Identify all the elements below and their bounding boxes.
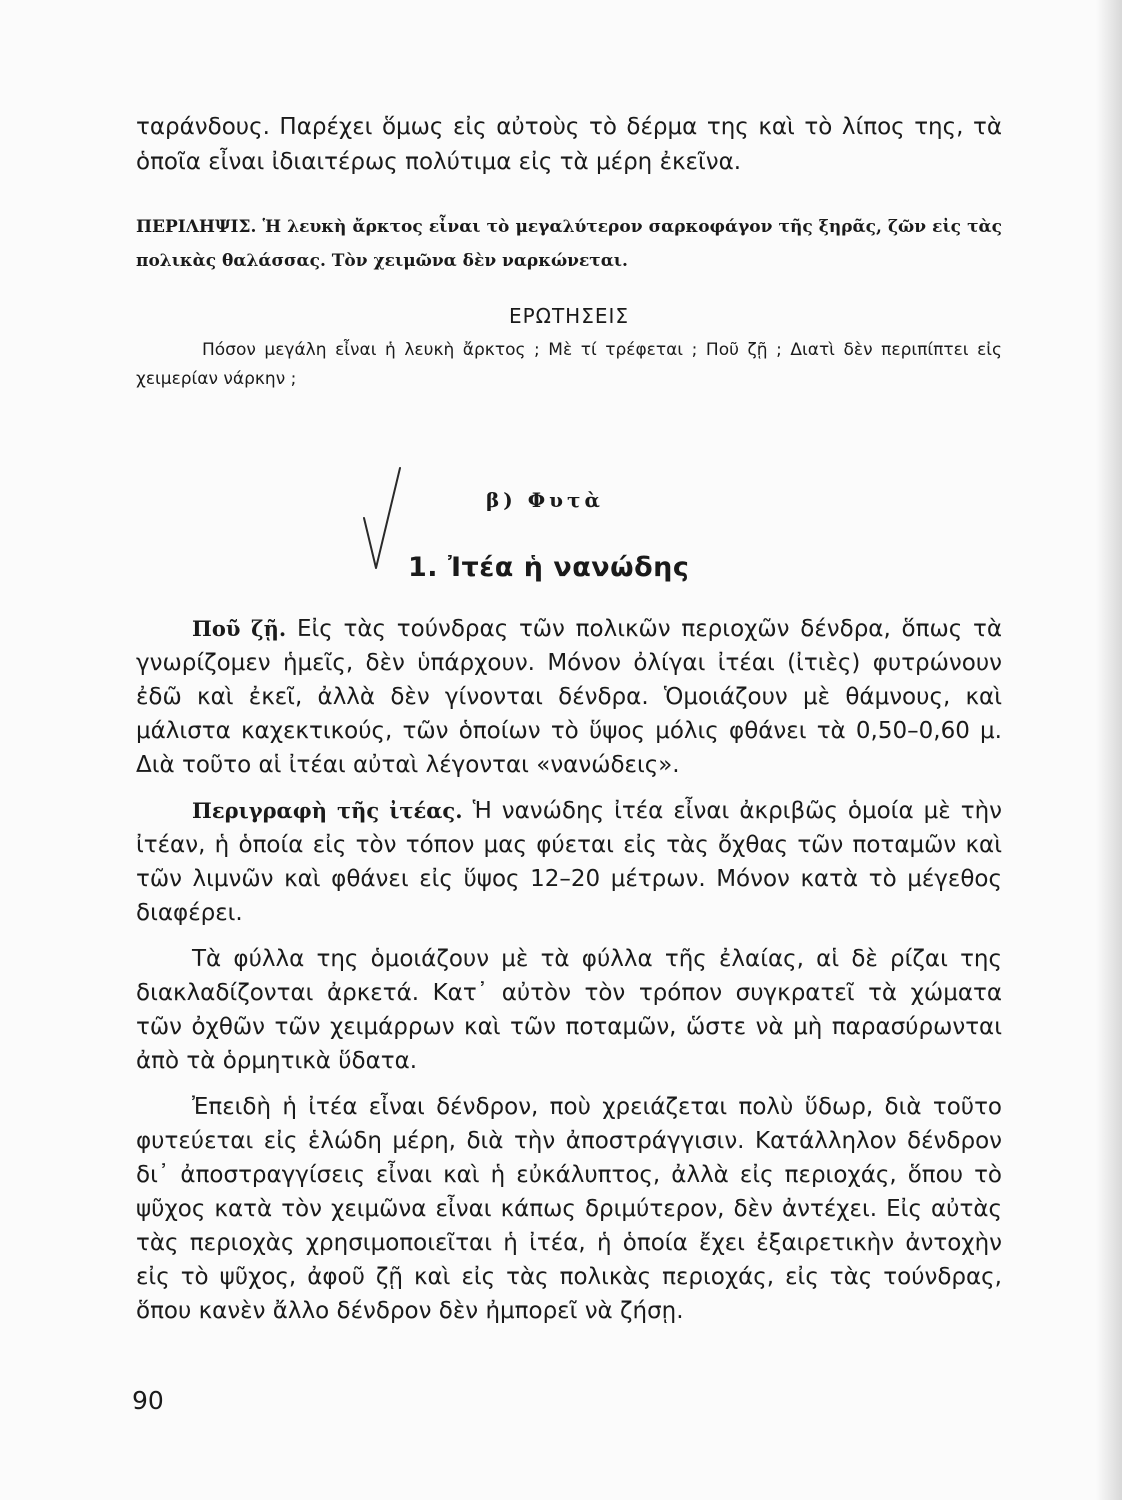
paragraph-where-it-lives [136, 612, 1002, 782]
paragraph-text: Εἰς τὰς τούνδρας τῶν πολικῶν περιοχῶν δένδρα, ὅπως τὰ γνωρίζομεν ἡμεῖς, δὲν ὑπάρχουν. Μόνον ὀλίγαι ἰτέαι (ἰτιὲς) φυτρώνουν ἐδῶ καὶ ἐκεῖ, ἀλλὰ δὲν γίνονται δένδρα. Ὁμοιάζουν μὲ θάμνους, καὶ μάλιστα καχεκτικούς, τῶν ὁποίων τὸ ὕψος μόλις φθάνει τὰ 0,50–0,60 μ. Διὰ τοῦτο αἱ ἰτέαι αὐταὶ λέγονται «νανώδεις». [136, 616, 1002, 778]
page-number: 90 [132, 1386, 164, 1415]
chapter-title: 1. Ἰτέα ἡ νανώδης [408, 552, 690, 583]
paragraph-uses [136, 1090, 1002, 1328]
summary-text: Ἡ λευκὴ ἄρκτος εἶναι τὸ μεγαλύτερον σαρκοφάγον τῆς ξηρᾶς, ζῶν εἰς τὰς πολικὰς θαλάσσας. Τὸν χειμῶνα δὲν ναρκώνεται. [136, 217, 1002, 271]
questions-text: Πόσον μεγάλη εἶναι ἡ λευκὴ ἄρκτος ; Μὲ τί τρέφεται ; Ποῦ ζῇ ; Διατὶ δὲν περιπίπτει εἰς χειμερίαν νάρκην ; [136, 340, 1002, 389]
page-edge-shadow [1096, 0, 1122, 1500]
paragraph-lead: Περιγραφὴ τῆς ἰτέας. [192, 798, 463, 823]
top-content [136, 110, 1002, 394]
main-text [136, 612, 1002, 1340]
paragraph-lead: Ποῦ ζῇ. [192, 616, 287, 641]
handwritten-checkmark-icon [362, 464, 410, 574]
paragraph-leaves [136, 942, 1002, 1078]
summary-block [136, 210, 1002, 278]
questions-title: ΕΡΩΤΗΣΕΙΣ [508, 304, 630, 328]
section-title: β) Φυτὰ [486, 488, 604, 512]
paragraph-description [136, 794, 1002, 930]
paragraph-text: Ἐπειδὴ ἡ ἰτέα εἶναι δένδρον, ποὺ χρειάζεται πολὺ ὕδωρ, διὰ τοῦτο φυτεύεται εἰς ἑλώδη μέρη, διὰ τὴν ἀποστράγγισιν. Κατάλληλον δένδρον δι᾿ ἀποστραγγίσεις εἶναι καὶ ἡ εὐκάλυπτος, ἀλλὰ εἰς περιοχάς, ὅπου τὸ ψῦχος κατὰ τὸν χειμῶνα εἶναι κάπως δριμύτερον, δὲν ἀντέχει. Εἰς αὐτὰς τὰς περιοχὰς χρησιμοποιεῖται ἡ ἰτέα, ἡ ὁποία ἔχει ἐξαιρετικὴν ἀντοχὴν εἰς τὸ ψῦχος, ἀφοῦ ζῇ καὶ εἰς τὰς πολικὰς περιοχάς, εἰς τὰς τούνδρας, ὅπου κανὲν ἄλλο δένδρον δὲν ἠμπορεῖ νὰ ζήσῃ. [136, 1094, 1002, 1324]
summary-label: ΠΕΡΙΛΗΨΙΣ. [136, 217, 257, 237]
paragraph-text: Ἡ νανώδης ἰτέα εἶναι ἀκριβῶς ὁμοία μὲ τὴν ἰτέαν, ἡ ὁποία εἰς τὸν τόπον μας φύεται εἰς τὰς ὄχθας τῶν ποταμῶν καὶ τῶν λιμνῶν καὶ φθάνει εἰς ὕψος 12–20 μέτρων. Μόνον κατὰ τὸ μέγεθος διαφέρει. [136, 798, 1003, 926]
intro-paragraph: ταράνδους. Παρέχει ὅμως εἰς αὐτοὺς τὸ δέρμα της καὶ τὸ λίπος της, τὰ ὁποῖα εἶναι ἰδιαιτέρως πολύτιμα εἰς τὰ μέρη ἐκεῖνα. [136, 114, 1002, 175]
paragraph-text: Τὰ φύλλα της ὁμοιάζουν μὲ τὰ φύλλα τῆς ἐλαίας, αἱ δὲ ρίζαι της διακλαδίζονται ἀρκετά. Κατ᾿ αὐτὸν τὸν τρόπον συγκρατεῖ τὰ χώματα τῶν ὀχθῶν τῶν χειμάρρων καὶ τῶν ποταμῶν, ὥστε νὰ μὴ παρασύρωνται ἀπὸ τὰ ὁρμητικὰ ὕδατα. [136, 946, 1002, 1074]
